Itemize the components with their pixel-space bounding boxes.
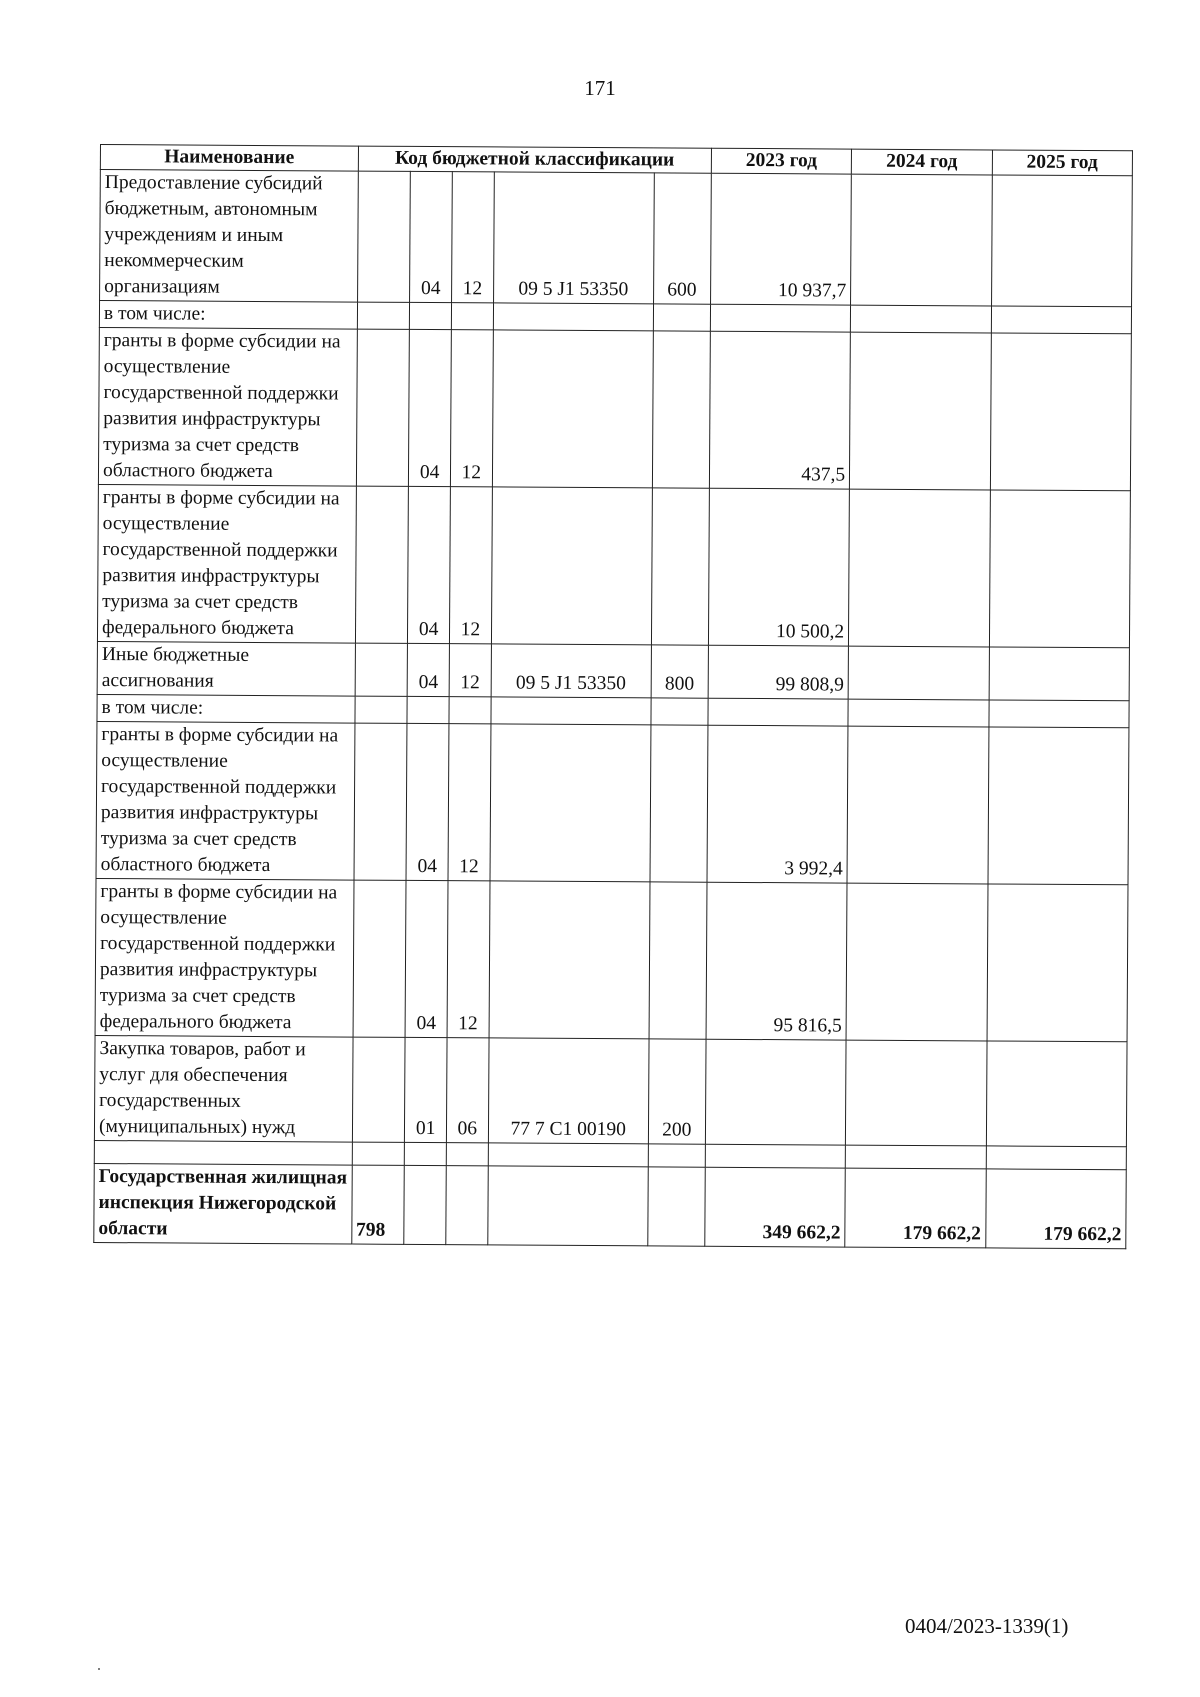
row-2024: [848, 699, 989, 727]
row-2024: [851, 305, 992, 333]
row-ved: [352, 1037, 405, 1142]
row-ved: [357, 171, 410, 302]
row-2025: [988, 727, 1129, 885]
row-2024: [846, 883, 987, 1041]
table-row: [94, 1035, 1127, 1146]
table-row: [97, 641, 1129, 700]
row-ved: [355, 696, 408, 723]
row-pr: [446, 1166, 488, 1245]
row-2024: [849, 489, 990, 647]
row-vr: [653, 304, 710, 331]
row-vr: 200: [648, 1039, 706, 1144]
row-ved: [357, 302, 410, 329]
row-name: гранты в форме субсидии на осуществление государственной поддержки развития инфраструктуры туризма за счет средств областного бюджета: [98, 327, 357, 486]
header-2025: 2025 год: [992, 150, 1133, 176]
row-name: гранты в форме субсидии на осуществление государственной поддержки развития инфраструктуры туризма за счет средств областного бюджета: [96, 721, 355, 880]
row-rz: 04: [405, 880, 448, 1037]
row-vr: 600: [653, 173, 711, 304]
row-pr: 12: [450, 330, 493, 487]
row-2023: 95 816,5: [706, 882, 847, 1040]
row-2024: [851, 174, 992, 306]
row-name: Закупка товаров, работ и услуг для обеспечения государственных (муниципальных) нужд: [94, 1035, 352, 1142]
row-2024: [850, 332, 991, 490]
row-rz: [405, 1142, 447, 1165]
header-2023: 2023 год: [711, 148, 852, 174]
row-ved: [356, 329, 410, 486]
row-csr: [493, 303, 653, 331]
row-pr: 06: [446, 1038, 488, 1143]
row-2025: 179 662,2: [985, 1169, 1126, 1249]
row-name: Иные бюджетные ассигнования: [97, 641, 355, 696]
row-name: гранты в форме субсидии на осуществление государственной поддержки развития инфраструктуры туризма за счет средств федерального бюджета: [95, 878, 354, 1037]
row-2025: [986, 1041, 1127, 1147]
row-2025: [989, 647, 1130, 701]
row-pr: [446, 1143, 488, 1166]
row-2024: [846, 1040, 987, 1146]
row-2023: [710, 304, 851, 332]
row-2025: [989, 490, 1130, 648]
table-row: [95, 878, 1128, 1041]
row-2024: [845, 1145, 985, 1169]
row-csr: [492, 330, 653, 488]
row-csr: [491, 697, 651, 725]
row-ved: [354, 723, 408, 880]
row-2024: [848, 646, 989, 700]
row-rz: 04: [410, 171, 452, 302]
row-vr: [649, 882, 707, 1039]
row-2025: [991, 306, 1132, 334]
row-name: в том числе:: [97, 694, 355, 723]
row-csr: [488, 1143, 648, 1167]
row-vr: [652, 331, 710, 488]
table-row: [100, 170, 1133, 307]
row-csr: 77 7 C1 00190: [488, 1038, 649, 1144]
row-rz: 04: [408, 486, 451, 643]
row-pr: 12: [449, 644, 491, 697]
row-rz: [404, 1165, 446, 1244]
row-2023: 437,5: [709, 331, 850, 489]
row-2024: 179 662,2: [845, 1168, 986, 1248]
row-name: Государственная жилищная инспекция Нижегородской области: [94, 1163, 352, 1244]
row-name: Предоставление субсидий бюджетным, автономным учреждениям и иным некоммерческим организациям: [100, 170, 358, 303]
row-ved: [355, 486, 409, 643]
row-rz: [407, 696, 449, 723]
row-name: в том числе:: [99, 301, 357, 330]
header-2024: 2024 год: [852, 149, 993, 175]
row-2025: [989, 700, 1130, 728]
row-2023: 3 992,4: [707, 725, 848, 883]
scan-speck: [98, 1668, 100, 1670]
row-ved: [352, 1142, 405, 1165]
document-id: 0404/2023-1339(1): [905, 1614, 1069, 1638]
row-vr: [648, 1144, 705, 1167]
row-vr: [650, 725, 708, 882]
row-rz: 04: [406, 723, 449, 880]
header-name: Наименование: [100, 145, 358, 172]
row-2023: 349 662,2: [705, 1167, 846, 1247]
row-2025: [986, 1146, 1127, 1170]
row-csr: [489, 881, 650, 1039]
row-pr: 12: [452, 172, 494, 303]
row-name: гранты в форме субсидии на осуществление государственной поддержки развития инфраструктуры туризма за счет средств федерального бюджета: [97, 484, 356, 643]
row-ved: [353, 880, 407, 1037]
row-vr: 800: [651, 645, 708, 698]
row-csr: 09 5 J1 53350: [491, 644, 651, 698]
row-2023: 99 808,9: [708, 645, 849, 699]
row-csr: [487, 1166, 648, 1246]
row-rz: 04: [409, 329, 452, 486]
row-rz: [410, 302, 452, 329]
row-2025: [987, 884, 1128, 1042]
row-vr: [651, 488, 709, 645]
row-2025: [990, 333, 1131, 491]
row-pr: 12: [449, 487, 492, 644]
row-csr: [490, 724, 651, 882]
row-pr: [449, 697, 491, 724]
row-2023: 10 500,2: [708, 488, 849, 646]
row-csr: 09 5 J1 53350: [493, 172, 654, 304]
row-2023: 10 937,7: [710, 173, 851, 305]
row-csr: [491, 487, 652, 645]
budget-table: [93, 144, 1133, 1249]
row-rz: 04: [407, 643, 449, 696]
table-row: [96, 721, 1129, 884]
row-vr: [651, 698, 708, 725]
row-name: [94, 1140, 352, 1165]
row-2023: [708, 698, 849, 726]
row-pr: 12: [447, 881, 490, 1038]
table-row: [98, 327, 1131, 490]
row-2024: [847, 726, 988, 884]
row-2023: [705, 1144, 845, 1168]
row-rz: 01: [405, 1037, 447, 1142]
header-code: Код бюджетной классификации: [358, 146, 711, 173]
row-vr: [648, 1167, 706, 1246]
row-ved: [355, 643, 408, 696]
table-row: [94, 1163, 1126, 1248]
row-2023: [705, 1039, 846, 1145]
table-row: [97, 484, 1130, 647]
row-pr: [451, 303, 493, 330]
row-pr: 12: [448, 724, 491, 881]
page-number: 171: [584, 76, 616, 100]
row-2025: [991, 175, 1132, 307]
row-ved: 798: [351, 1165, 404, 1244]
